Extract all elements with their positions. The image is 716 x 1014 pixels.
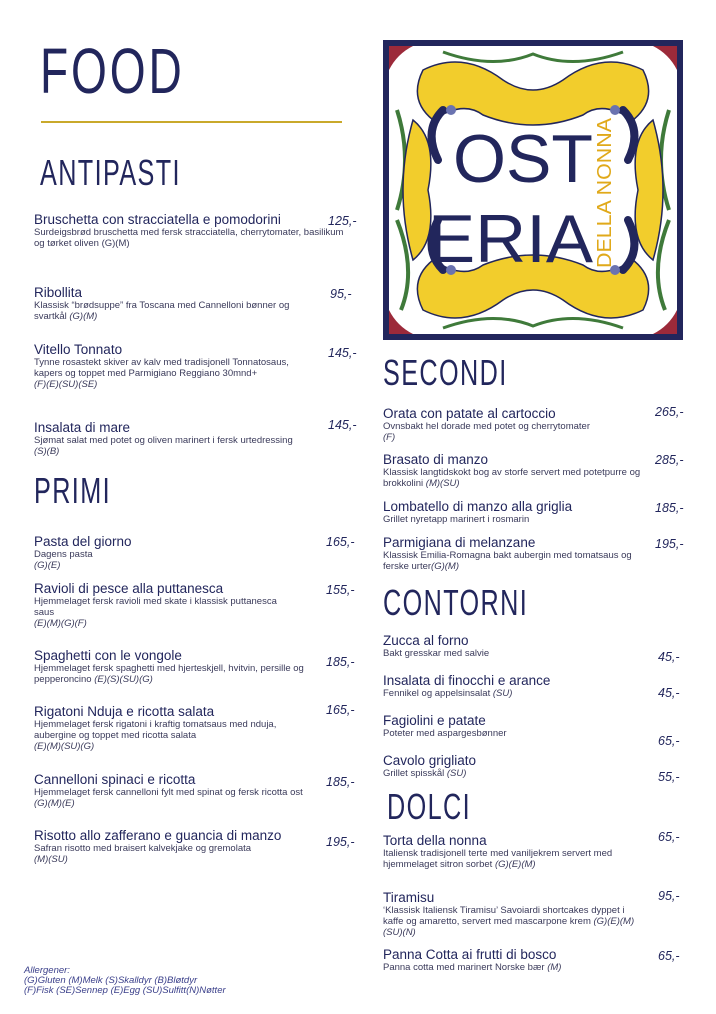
item-description: Sjømat salat med potet og oliven marinert i fersk urtedressing: [34, 435, 293, 446]
item-name: Cannelloni spinaci e ricotta: [34, 772, 196, 787]
item-price: 265,-: [655, 405, 684, 419]
item-description: Klassisk langtidskokt bog av storfe servert med potetpurre og brokkolini: [383, 467, 641, 489]
title-divider: [41, 121, 342, 123]
item-description: Tynne rosastekt skiver av kalv med tradisjonell Tonnatosaus, kapers og toppet med Parmigiano Reggiano 30mnd+: [34, 357, 289, 379]
item-name: Vitello Tonnato: [34, 342, 123, 357]
item-price: 65,-: [658, 949, 680, 963]
item-allergens: (S)(B): [34, 446, 60, 457]
section-title-secondi: SECONDI: [383, 352, 508, 393]
item-name: Tiramisu: [383, 890, 435, 905]
item-description: Grillet spisskål: [383, 768, 445, 779]
item-description: Hjemmelaget fersk ravioli med skate i klassisk puttanesca saus: [34, 596, 277, 618]
menu-item: [383, 890, 643, 938]
item-description: Ovnsbakt hel dorade med potet og cherrytomater: [383, 421, 591, 432]
menu-item: [383, 535, 648, 572]
item-name: Ravioli di pesce alla puttanesca: [34, 581, 224, 596]
allergen-legend-line: (F)Fisk (SE)Sennep (E)Egg (SU)Sulfitt(N)Nøtter: [24, 985, 226, 996]
item-description: Fennikel og appelsinsalat: [383, 688, 491, 699]
item-allergens: (G)(E): [34, 560, 61, 571]
allergen-legend: [24, 966, 226, 996]
item-allergens: (M)(SU): [425, 478, 460, 489]
item-allergens: (M): [547, 962, 562, 973]
menu-item: [34, 648, 319, 685]
item-allergens: (M)(SU): [34, 854, 68, 865]
item-name: Risotto allo zafferano e guancia di manzo: [34, 828, 282, 843]
menu-item: [383, 406, 648, 443]
item-price: 185,-: [655, 501, 684, 515]
menu-item: [34, 534, 344, 571]
item-description: Panna cotta med marinert Norske bær: [383, 962, 545, 973]
item-price: 95,-: [658, 889, 680, 903]
item-description: Klassisk Emilia-Romagna bakt aubergin med tomatsaus og ferske urter: [383, 550, 632, 572]
item-name: Insalata di finocchi e arance: [383, 673, 551, 688]
item-description: Hjemmelaget fersk spaghetti med hjerteskjell, hvitvin, persille og pepperoncino: [34, 663, 304, 685]
item-description: Klassisk “brødsuppe” fra Toscana med Cannelloni bønner og svartkål: [34, 300, 290, 322]
item-name: Cavolo grigliato: [383, 753, 477, 768]
menu-item: [383, 833, 623, 870]
menu-item: [34, 704, 309, 752]
item-price: 45,-: [658, 650, 680, 664]
section-title-primi: PRIMI: [34, 470, 112, 511]
item-name: Orata con patate al cartoccio: [383, 406, 556, 421]
page-title: FOOD: [40, 35, 185, 107]
item-price: 145,-: [328, 418, 357, 432]
menu-item: [383, 499, 648, 525]
section-title-contorni: CONTORNI: [383, 582, 529, 623]
logo-tile: [383, 40, 683, 340]
item-price: 195,-: [326, 835, 355, 849]
logo-text-line1: OST: [453, 121, 593, 197]
menu-item: [383, 673, 648, 699]
item-price: 185,-: [326, 655, 355, 669]
logo-text-vertical: DELLA NONNA: [594, 127, 616, 268]
logo-text-line2: ERIA: [428, 201, 594, 277]
item-name: Torta della nonna: [383, 833, 487, 848]
allergen-legend-line: (G)Gluten (M)Melk (S)Skalldyr (B)Bløtdyr: [24, 975, 198, 986]
allergen-legend-title: Allergener:: [24, 965, 70, 976]
item-description: Bakt gresskar med salvie: [383, 648, 490, 659]
item-name: Lombatello di manzo alla griglia: [383, 499, 573, 514]
item-allergens: (F)(E)(SU)(SE): [34, 379, 98, 390]
menu-item: [383, 452, 648, 489]
item-name: Bruschetta con stracciatella e pomodorini: [34, 212, 281, 227]
item-description: Surdeigsbrød bruschetta med fersk stracciatella, cherrytomater, basilikum og tørket oliven (G)(M): [34, 227, 344, 249]
item-description: ‘Klassisk Italiensk Tiramisu’ Savoiardi shortcakes dyppet i kaffe og amaretto, servert med mascarpone krem: [383, 905, 625, 927]
menu-item: [34, 285, 304, 322]
item-name: Ribollita: [34, 285, 83, 300]
item-description: Dagens pasta: [34, 549, 93, 560]
item-allergens: (G)(M)(E): [34, 798, 75, 809]
item-name: Pasta del giorno: [34, 534, 132, 549]
item-price: 45,-: [658, 686, 680, 700]
menu-item: [34, 342, 294, 390]
item-price: 165,-: [326, 703, 355, 717]
item-price: 285,-: [655, 453, 684, 467]
menu-item: [383, 753, 648, 779]
item-name: Spaghetti con le vongole: [34, 648, 182, 663]
item-description: Grillet nyretapp marinert i rosmarin: [383, 514, 530, 525]
item-description: Hjemmelaget fersk cannelloni fylt med spinat og fersk ricotta ost: [34, 787, 303, 798]
menu-item: [34, 212, 344, 249]
item-price: 185,-: [326, 775, 355, 789]
item-allergens: (G)(E)(M)(SU)(N): [383, 916, 635, 938]
menu-item: [383, 947, 648, 973]
item-name: Zucca al forno: [383, 633, 469, 648]
item-allergens: (G)(E)(M): [494, 859, 536, 870]
item-allergens: (G)(M): [431, 561, 460, 572]
item-price: 145,-: [328, 346, 357, 360]
item-name: Insalata di mare: [34, 420, 131, 435]
item-allergens: (G)(M): [69, 311, 98, 322]
item-allergens: (E)(M)(SU)(G): [34, 741, 95, 752]
item-name: Rigatoni Nduja e ricotta salata: [34, 704, 215, 719]
menu-item: [383, 713, 648, 739]
menu-item: [34, 581, 294, 629]
osteria-logo: [383, 40, 683, 340]
section-title-antipasti: ANTIPASTI: [40, 152, 181, 193]
menu-item: [34, 772, 319, 809]
item-allergens: (E)(M)(G)(F): [34, 618, 87, 629]
item-name: Panna Cotta ai frutti di bosco: [383, 947, 557, 962]
item-price: 55,-: [658, 770, 680, 784]
item-name: Parmigiana di melanzane: [383, 535, 536, 550]
item-description: Hjemmelaget fersk rigatoni i kraftig tomatsaus med nduja, aubergine og toppet med ricotta salata: [34, 719, 277, 741]
item-description: Poteter med aspargesbønner: [383, 728, 507, 739]
item-price: 65,-: [658, 830, 680, 844]
item-price: 165,-: [326, 535, 355, 549]
item-price: 195,-: [655, 537, 684, 551]
item-price: 95,-: [330, 287, 352, 301]
item-name: Fagiolini e patate: [383, 713, 486, 728]
item-description: Safran risotto med braisert kalvekjake og gremolata: [34, 843, 252, 854]
item-allergens: (SU): [446, 768, 467, 779]
item-allergens: (F): [383, 432, 396, 443]
menu-item: [34, 420, 304, 457]
menu-item: [383, 633, 648, 659]
item-price: 155,-: [326, 583, 355, 597]
item-allergens: (SU): [492, 688, 513, 699]
item-price: 65,-: [658, 734, 680, 748]
item-description: Italiensk tradisjonell terte med vaniljekrem servert med hjemmelaget sitron sorbet: [383, 848, 613, 870]
section-title-dolci: DOLCI: [387, 786, 472, 827]
item-allergens: (E)(S)(SU)(G): [94, 674, 153, 685]
item-price: 125,-: [328, 214, 357, 228]
item-name: Brasato di manzo: [383, 452, 489, 467]
menu-item: [34, 828, 304, 865]
